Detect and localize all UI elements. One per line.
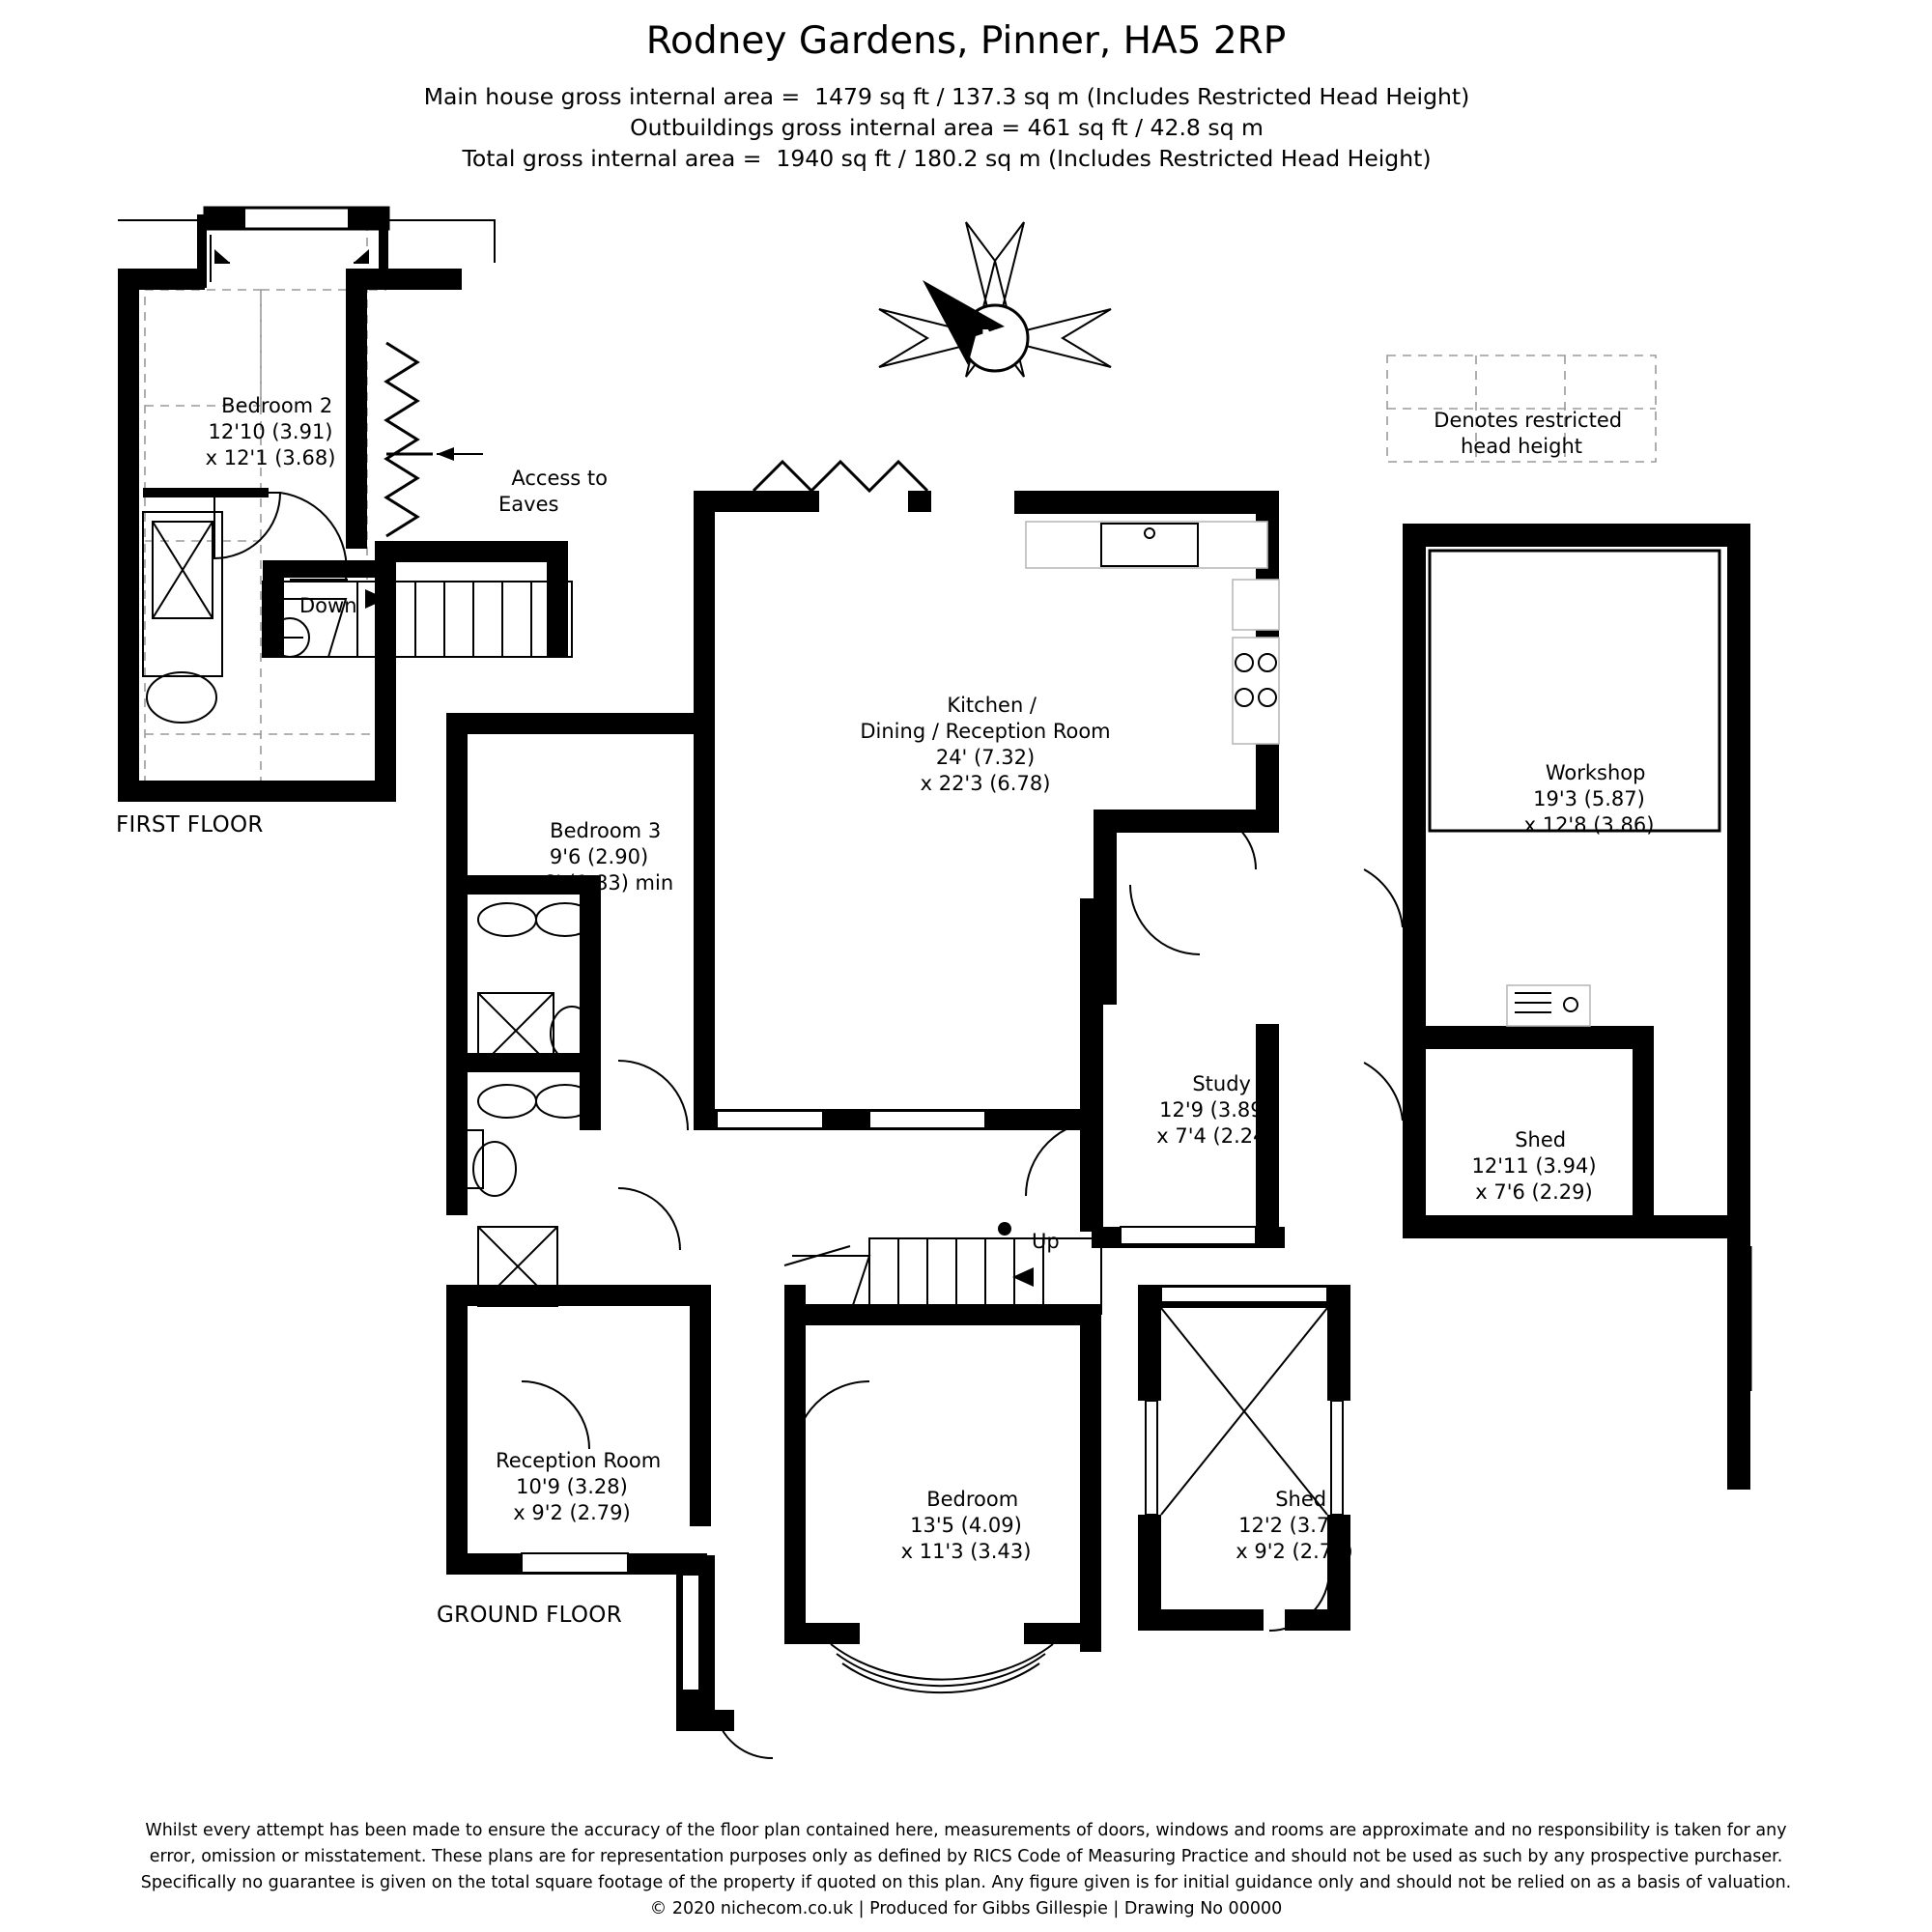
- small-shed: [1138, 1285, 1353, 1631]
- disclaimer: [116, 1818, 1816, 1923]
- room-label-shed-front: Shed 12'2 (3.71) x 9'2 (2.79): [1236, 1487, 1353, 1563]
- room-label-reception-room: Reception Room 10'9 (3.28) x 9'2 (2.79): [496, 1448, 662, 1524]
- room-label-bedroom-2: Bedroom 2 12'10 (3.91) x 12'1 (3.68): [205, 393, 336, 469]
- room-label-bedroom-3: Bedroom 3 9'6 (2.90) x 6' (1.83) min: [524, 818, 674, 895]
- disclaimer-line-2: error, omission or misstatement. These plans are for representation purposes only as defined by RICS Code of Measuring Practice and should not be used as such by any prospective purchaser.: [149, 1847, 1783, 1867]
- compass-north-label: N: [980, 326, 1002, 355]
- ground-floor-label: GROUND FLOOR: [437, 1603, 622, 1628]
- disclaimer-line-1: Whilst every attempt has been made to ensure the accuracy of the floor plan contained here, measurements of doors, windows and rooms are approximate and no responsibility is taken for any: [145, 1821, 1787, 1840]
- area-outbuildings: Outbuildings gross internal area = 461 sq ft / 42.8 sq m: [630, 114, 1264, 141]
- legend-restricted-head-height: Denotes restricted head height: [1434, 408, 1623, 458]
- up-label: Up: [1032, 1230, 1060, 1253]
- first-floor-label: FIRST FLOOR: [116, 812, 264, 838]
- down-label: Down: [299, 594, 357, 617]
- area-main-house: Main house gross internal area = 1479 sq ft / 137.3 sq m (Includes Restricted Head Height): [423, 83, 1470, 110]
- ground-floor-bathroom-fixtures: [462, 903, 594, 1306]
- first-floor-landing-wall: [263, 560, 388, 578]
- eaves-zigzag-first-floor: [386, 343, 433, 536]
- disclaimer-line-3: Specifically no guarantee is given on the total square footage of the property if quoted on this plan. Any figure given is for initial guidance only and should not be relied on as a basis of valuation.: [140, 1873, 1792, 1893]
- access-to-eaves-arrow: [437, 447, 483, 461]
- first-floor-stair-wall: [263, 575, 284, 657]
- room-label-bedroom: Bedroom 13'5 (4.09) x 11'3 (3.43): [900, 1487, 1032, 1563]
- room-label-kitchen-dining-reception: Kitchen / Dining / Reception Room 24' (7.32) x 22'3 (6.78): [860, 693, 1111, 795]
- copyright-line: © 2020 nichecom.co.uk | Produced for Gibbs Gillespie | Drawing No 00000: [649, 1899, 1283, 1919]
- room-label-study: Study 12'9 (3.89) x 7'4 (2.24): [1156, 1071, 1274, 1148]
- room-label-shed-rear: Shed 12'11 (3.94) x 7'6 (2.29): [1471, 1127, 1597, 1204]
- room-label-workshop: Workshop 19'3 (5.87) x 12'8 (3.86): [1523, 760, 1655, 837]
- first-floor-bathroom-fixtures: [143, 488, 309, 723]
- area-total: Total gross internal area = 1940 sq ft / 180.2 sq m (Includes Restricted Head Height): [462, 145, 1432, 172]
- front-bay-window: [715, 1644, 1053, 1758]
- kitchen-roof-zigzag: [753, 462, 927, 491]
- access-to-eaves-label: Access to Eaves: [498, 466, 609, 516]
- page-title: Rodney Gardens, Pinner, HA5 2RP: [645, 19, 1287, 63]
